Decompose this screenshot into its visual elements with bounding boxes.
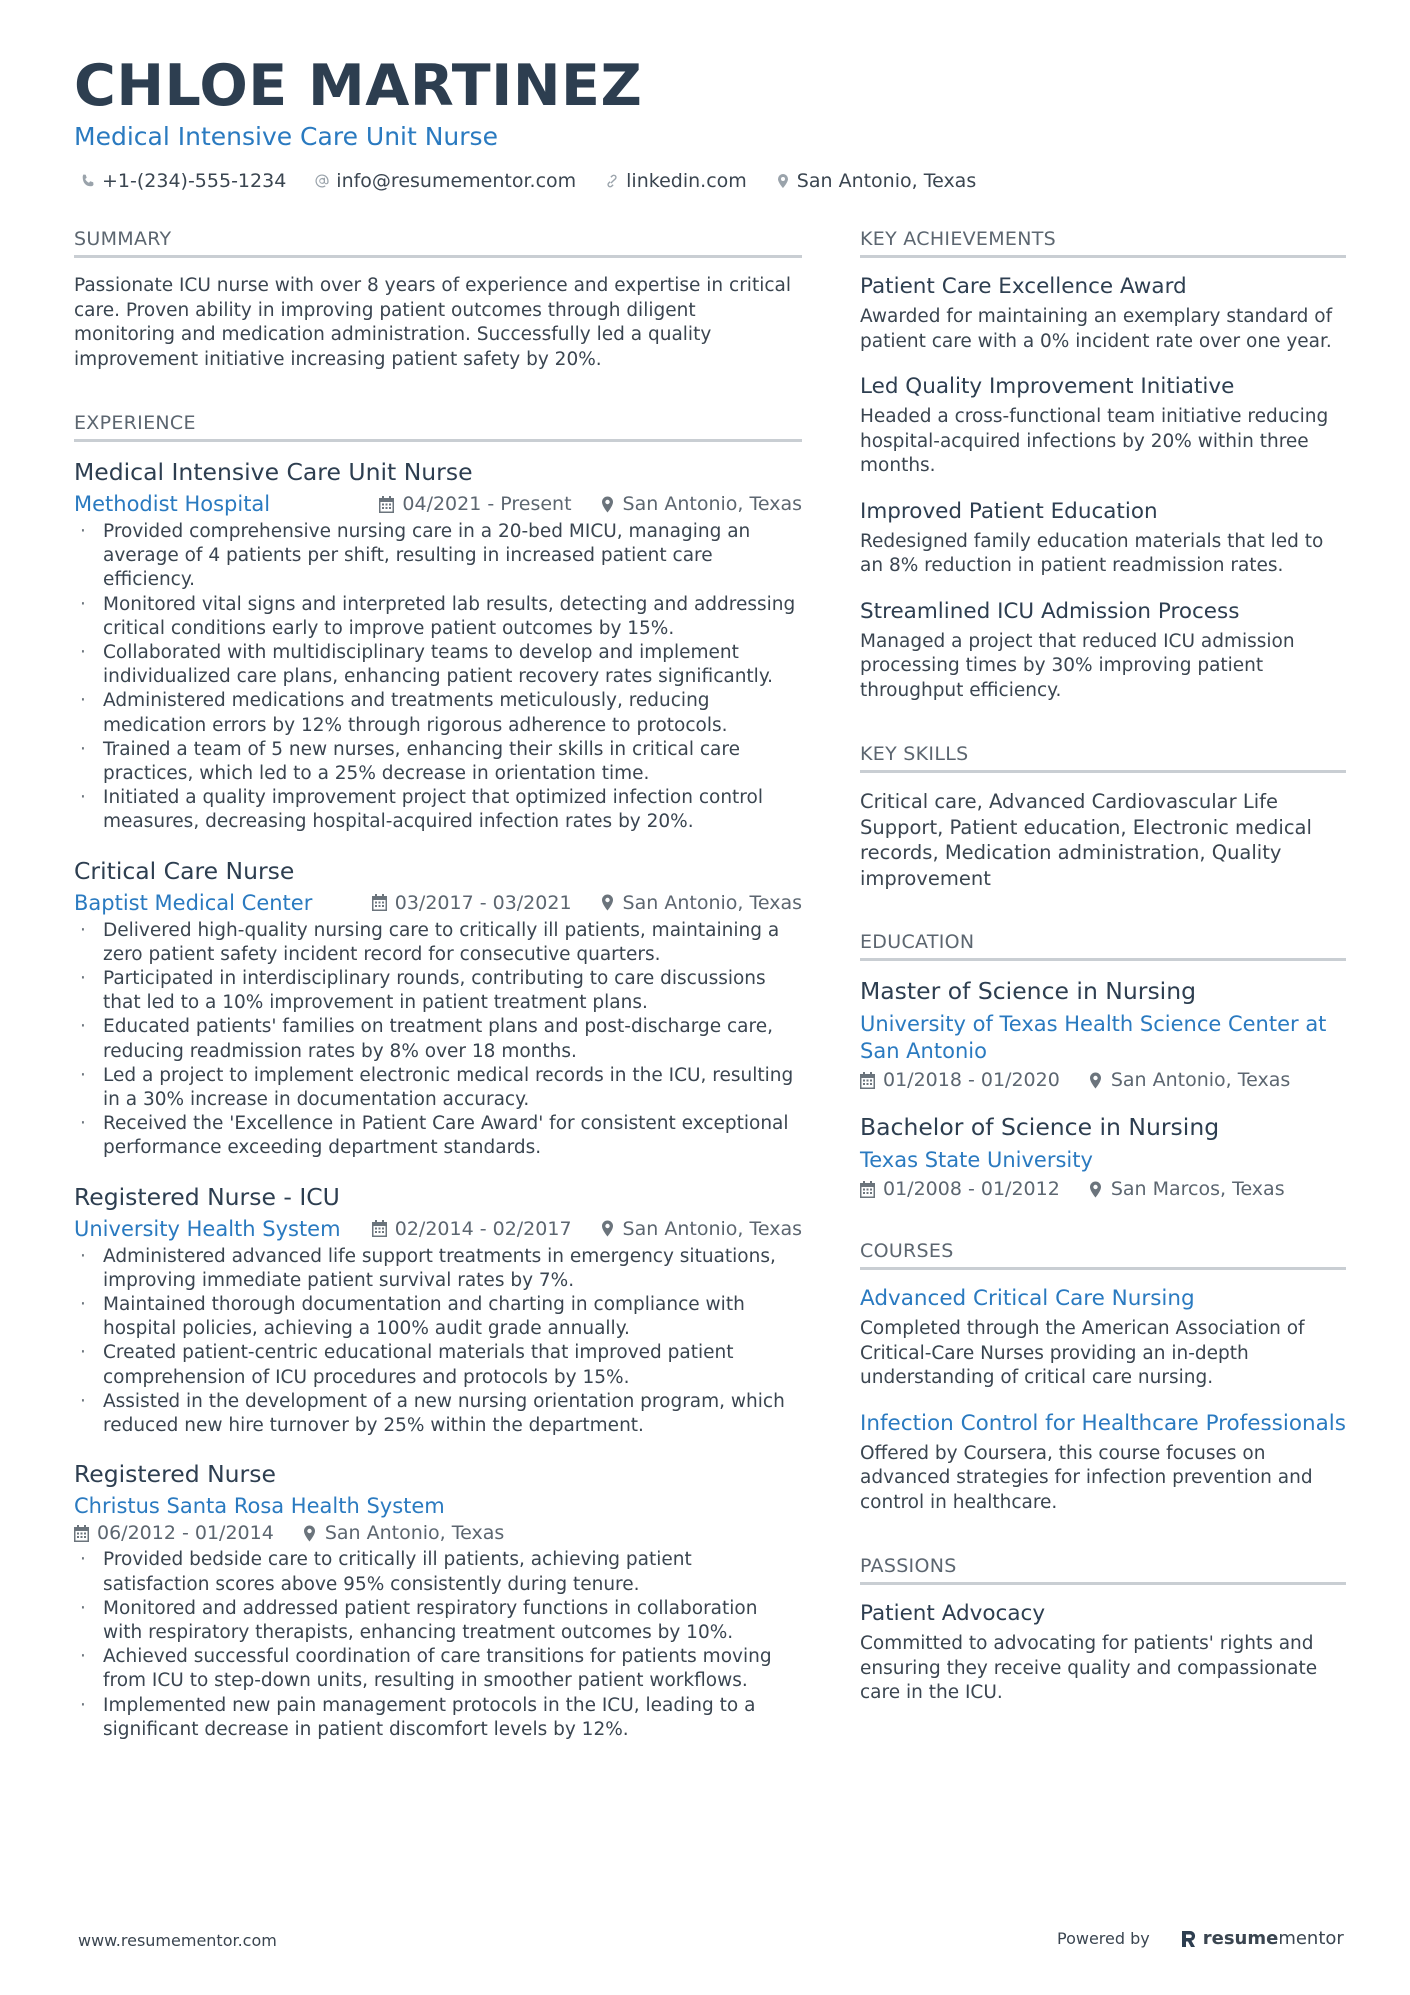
skills-heading: KEY SKILLS xyxy=(860,743,1346,773)
phone-text: +1-(234)-555-1234 xyxy=(102,170,287,192)
job-location xyxy=(600,493,802,515)
right-column xyxy=(860,228,1346,1726)
calendar-icon xyxy=(372,1220,387,1237)
bullet-item: · Achieved successful coordination of care transitions for patients moving from ICU to step-down units, resulting in smoother patient workflows. xyxy=(74,1645,802,1693)
brand-bold: resume xyxy=(1202,1928,1279,1949)
company-name: Christus Santa Rosa Health System xyxy=(74,1494,445,1519)
location-text: San Antonio, Texas xyxy=(796,170,977,192)
experience-entry xyxy=(74,458,802,835)
bullet-item: · Led a project to implement electronic medical records in the ICU, resulting in a 30% increase in documentation accuracy. xyxy=(74,1064,802,1112)
job-meta xyxy=(74,492,802,516)
education-item xyxy=(860,1113,1346,1200)
calendar-icon xyxy=(379,496,394,513)
email-text: info@resumementor.com xyxy=(336,170,577,192)
edu-location xyxy=(1088,1069,1290,1091)
bullet-item: · Provided comprehensive nursing care in a 20-bed MICU, managing an average of 4 patients per shift, resulting in increased patient care efficiency. xyxy=(74,520,802,593)
left-column xyxy=(74,228,802,1764)
achievement-item xyxy=(860,274,1346,354)
achievement-desc: Redesigned family education materials that led to an 8% reduction in patient readmission rates. xyxy=(860,530,1324,576)
job-title: Medical Intensive Care Unit Nurse xyxy=(74,458,473,486)
achievement-desc: Headed a cross-functional team initiative reducing hospital-acquired infections by 20% within three months. xyxy=(860,406,1329,476)
job-location-text: San Antonio, Texas xyxy=(622,891,802,914)
course-desc: Offered by Coursera, this course focuses on advanced strategies for infection prevention and control in healthcare. xyxy=(860,1442,1313,1513)
edu-school: University of Texas Health Science Center at San Antonio xyxy=(860,1012,1327,1063)
edu-dates-text: 01/2018 - 01/2020 xyxy=(883,1069,1060,1091)
job-location xyxy=(302,1522,504,1544)
calendar-icon xyxy=(860,1181,875,1198)
achievements-heading: KEY ACHIEVEMENTS xyxy=(860,228,1346,258)
edu-dates xyxy=(860,1069,1060,1091)
edu-meta xyxy=(860,1069,1346,1091)
edu-location-text: San Marcos, Texas xyxy=(1110,1178,1285,1200)
edu-school: Texas State University xyxy=(860,1148,1093,1172)
location-pin-icon xyxy=(775,173,791,189)
bullet-item: · Administered medications and treatments meticulously, reducing medication errors by 12% through rigorous adherence to protocols. xyxy=(74,689,802,737)
achievement-title: Led Quality Improvement Initiative xyxy=(860,374,1235,399)
experience-entry xyxy=(74,1183,802,1439)
achievement-title: Patient Care Excellence Award xyxy=(860,274,1187,299)
bullet-item: · Delivered high-quality nursing care to critically ill patients, maintaining a zero patient safety incident record for consecutive quarters. xyxy=(74,919,802,967)
powered-by-label: Powered by xyxy=(1057,1929,1150,1948)
passion-item xyxy=(860,1601,1346,1706)
contact-linkedin[interactable] xyxy=(604,170,747,192)
edu-meta xyxy=(860,1178,1346,1200)
candidate-title: Medical Intensive Care Unit Nurse xyxy=(74,122,498,151)
edu-dates-text: 01/2008 - 01/2012 xyxy=(883,1178,1060,1200)
job-bullets xyxy=(74,520,802,835)
bullet-item: · Initiated a quality improvement project that optimized infection control measures, decreasing hospital-acquired infection rates by 20%. xyxy=(74,786,802,834)
calendar-icon xyxy=(372,894,387,911)
edu-location xyxy=(1088,1178,1285,1200)
edu-degree: Bachelor of Science in Nursing xyxy=(860,1113,1220,1141)
job-dates-text: 02/2014 - 02/2017 xyxy=(394,1217,572,1240)
contact-bar xyxy=(80,170,1004,192)
bullet-item: · Provided bedside care to critically ill patients, achieving patient satisfaction scores above 95% consistently during tenure. xyxy=(74,1548,802,1596)
job-meta xyxy=(74,1217,802,1241)
experience-heading: EXPERIENCE xyxy=(74,412,802,442)
passions-heading: PASSIONS xyxy=(860,1555,1346,1585)
job-bullets xyxy=(74,919,802,1161)
experience-entry xyxy=(74,857,802,1161)
summary-text: Passionate ICU nurse with over 8 years of experience and expertise in critical care. Proven ability in improving patient outcomes through diligent monitoring and medication administration. Successfully led a quality improvement initiative increasing patient safety by 20%. xyxy=(74,275,791,370)
contact-phone[interactable] xyxy=(80,170,286,192)
edu-location-text: San Antonio, Texas xyxy=(1110,1069,1291,1091)
skills-text: Critical care, Advanced Cardiovascular Life Support, Patient education, Electronic medical records, Medication administration, Quality improvement xyxy=(860,790,1312,890)
location-pin-icon xyxy=(302,1525,317,1542)
achievement-title: Streamlined ICU Admission Process xyxy=(860,598,1240,624)
job-dates xyxy=(372,892,572,914)
footer-website[interactable]: www.resumementor.com xyxy=(78,1931,277,1950)
contact-location xyxy=(775,170,976,192)
courses-heading: COURSES xyxy=(860,1240,1346,1270)
achievement-item xyxy=(860,599,1346,704)
achievement-title: Improved Patient Education xyxy=(860,498,1158,524)
bullet-item: · Collaborated with multidisciplinary teams to develop and implement individualized care plans, enhancing patient recovery rates significantly. xyxy=(74,641,802,689)
achievement-desc: Managed a project that reduced ICU admission processing times by 30% improving patient throughput efficiency. xyxy=(860,630,1295,701)
bullet-item: · Participated in interdisciplinary rounds, contributing to care discussions that led to a 10% improvement in patient treatment plans. xyxy=(74,967,802,1015)
location-pin-icon xyxy=(600,496,615,513)
bullet-item: · Created patient-centric educational materials that improved patient comprehension of ICU procedures and protocols by 15%. xyxy=(74,1341,802,1389)
job-bullets xyxy=(74,1245,802,1439)
job-location-text: San Antonio, Texas xyxy=(622,1217,802,1240)
contact-email[interactable] xyxy=(314,170,576,192)
edu-degree: Master of Science in Nursing xyxy=(860,977,1197,1005)
job-bullets xyxy=(74,1548,802,1742)
edu-dates xyxy=(860,1178,1060,1200)
bullet-item: · Trained a team of 5 new nurses, enhancing their skills in critical care practices, which led to a 25% decrease in orientation time. xyxy=(74,738,802,786)
brand-logo[interactable] xyxy=(1180,1928,1344,1949)
achievement-desc: Awarded for maintaining an exemplary standard of patient care with a 0% incident rate over one year. xyxy=(860,306,1333,352)
education-item xyxy=(860,977,1346,1091)
job-dates xyxy=(74,1522,274,1544)
company-name: University Health System xyxy=(74,1216,341,1241)
bullet-item: · Administered advanced life support treatments in emergency situations, improving immediate patient survival rates by 7%. xyxy=(74,1245,802,1293)
job-meta-row xyxy=(74,1522,802,1544)
job-dates xyxy=(379,493,571,515)
link-icon xyxy=(604,173,620,189)
passion-title: Patient Advocacy xyxy=(860,1601,1046,1626)
location-pin-icon xyxy=(1088,1181,1103,1198)
job-meta xyxy=(74,891,802,915)
calendar-icon xyxy=(74,1525,89,1542)
job-dates xyxy=(372,1218,572,1240)
job-dates-text: 03/2017 - 03/2021 xyxy=(394,891,572,914)
location-pin-icon xyxy=(1088,1072,1103,1089)
phone-icon xyxy=(80,173,96,189)
linkedin-text: linkedin.com xyxy=(626,170,747,192)
calendar-icon xyxy=(860,1072,875,1089)
job-title: Critical Care Nurse xyxy=(74,856,295,885)
company-name: Methodist Hospital xyxy=(74,492,271,516)
job-title: Registered Nurse xyxy=(74,1460,276,1489)
brand-rest: mentor xyxy=(1278,1928,1344,1949)
passion-desc: Committed to advocating for patients' rights and ensuring they receive quality and compassionate care in the ICU. xyxy=(860,1633,1318,1703)
job-location-text: San Antonio, Texas xyxy=(622,493,802,515)
company-name: Baptist Medical Center xyxy=(74,890,313,915)
bullet-item: · Educated patients' families on treatment plans and post-discharge care, reducing readmission rates by 8% over 18 months. xyxy=(74,1015,802,1063)
job-dates-text: 04/2021 - Present xyxy=(402,493,572,515)
at-icon xyxy=(314,173,330,189)
course-title[interactable]: Advanced Critical Care Nursing xyxy=(860,1286,1195,1311)
job-location-text: San Antonio, Texas xyxy=(324,1522,505,1545)
achievement-item xyxy=(860,499,1346,579)
experience-entry xyxy=(74,1460,802,1742)
bullet-item: · Monitored and addressed patient respiratory functions in collaboration with respiratory therapists, enhancing treatment outcomes by 10%. xyxy=(74,1597,802,1645)
summary-heading: SUMMARY xyxy=(74,228,802,258)
bullet-item: · Received the 'Excellence in Patient Care Award' for consistent exceptional performance exceeding department standards. xyxy=(74,1112,802,1160)
location-pin-icon xyxy=(600,1220,615,1237)
job-dates-text: 06/2012 - 01/2014 xyxy=(97,1522,274,1545)
job-location xyxy=(600,892,802,914)
course-item xyxy=(860,1411,1346,1516)
bullet-item: · Implemented new pain management protocols in the ICU, leading to a significant decrease in patient discomfort levels by 12%. xyxy=(74,1694,802,1742)
course-item xyxy=(860,1286,1346,1391)
bullet-item: · Maintained thorough documentation and charting in compliance with hospital policies, achieving a 100% audit grade annually. xyxy=(74,1293,802,1341)
resumementor-logo-icon xyxy=(1180,1929,1198,1949)
footer-branding xyxy=(1057,1928,1344,1949)
bullet-item: · Monitored vital signs and interpreted lab results, detecting and addressing critical conditions early to improve patient outcomes by 15%. xyxy=(74,593,802,641)
bullet-item: · Assisted in the development of a new nursing orientation program, which reduced new hire turnover by 25% within the department. xyxy=(74,1390,802,1438)
course-title[interactable]: Infection Control for Healthcare Professionals xyxy=(860,1410,1346,1436)
job-title: Registered Nurse - ICU xyxy=(74,1182,340,1211)
achievement-item xyxy=(860,374,1346,479)
education-heading: EDUCATION xyxy=(860,931,1346,961)
candidate-name: CHLOE MARTINEZ xyxy=(74,53,643,119)
location-pin-icon xyxy=(600,894,615,911)
job-location xyxy=(600,1218,802,1240)
job-meta xyxy=(74,1494,802,1518)
course-desc: Completed through the American Association of Critical-Care Nurses providing an in-depth understanding of critical care nursing. xyxy=(860,1318,1305,1388)
